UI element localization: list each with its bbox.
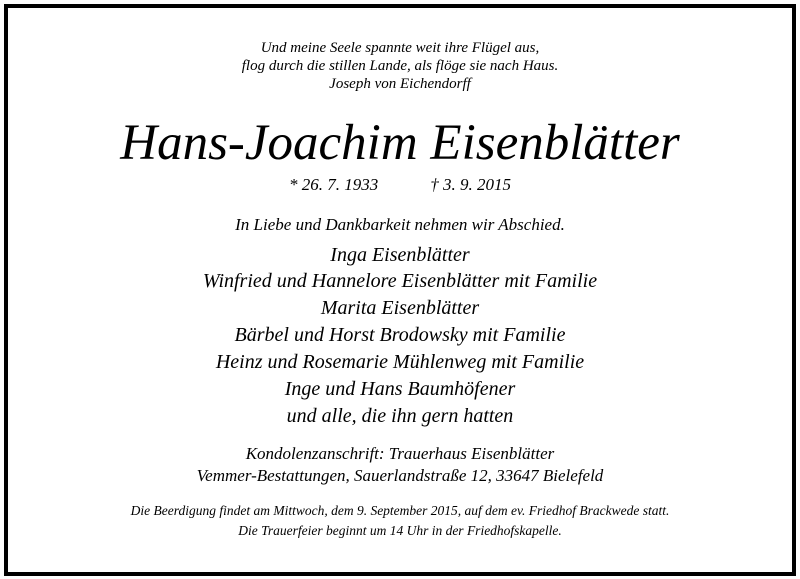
quote-line-2: flog durch die stillen Lande, als flöge sie nach Haus. [241,58,559,74]
mourner-line: Inge und Hans Baumhöfener [284,378,516,400]
mourner-line: und alle, die ihn gern hatten [286,405,514,427]
life-dates [8,176,792,193]
quote-line-1: Und meine Seele spannte weit ihre Flügel aus, [260,40,540,56]
mourner-line: Winfried und Hannelore Eisenblätter mit Familie [202,270,598,292]
birth-date: * 26. 7. 1933 [289,175,379,194]
death-date: † 3. 9. 2015 [430,175,511,194]
condolence-address-line-1: Kondolenzanschrift: Trauerhaus Eisenblätter [245,444,555,463]
mourner-line: Marita Eisenblätter [320,297,480,319]
farewell-text: In Liebe und Dankbarkeit nehmen wir Abschied. [235,215,565,234]
funeral-info-line-2: Die Trauerfeier beginnt um 14 Uhr in der Friedhofskapelle. [238,523,562,538]
mourner-line: Bärbel und Horst Brodowsky mit Familie [234,324,566,346]
condolence-address-line-2: Vemmer-Bestattungen, Sauerlandstraße 12, 33647 Bielefeld [196,466,604,485]
obituary-frame [4,4,796,576]
quote-author: Joseph von Eichendorff [329,76,471,92]
funeral-info-line-1: Die Beerdigung findet am Mittwoch, dem 9. September 2015, auf dem ev. Friedhof Brackwede statt. [130,503,670,518]
mourner-line: Inga Eisenblätter [330,244,470,266]
mourner-line: Heinz und Rosemarie Mühlenweg mit Familie [215,351,585,373]
deceased-name: Hans-Joachim Eisenblätter [120,115,680,171]
